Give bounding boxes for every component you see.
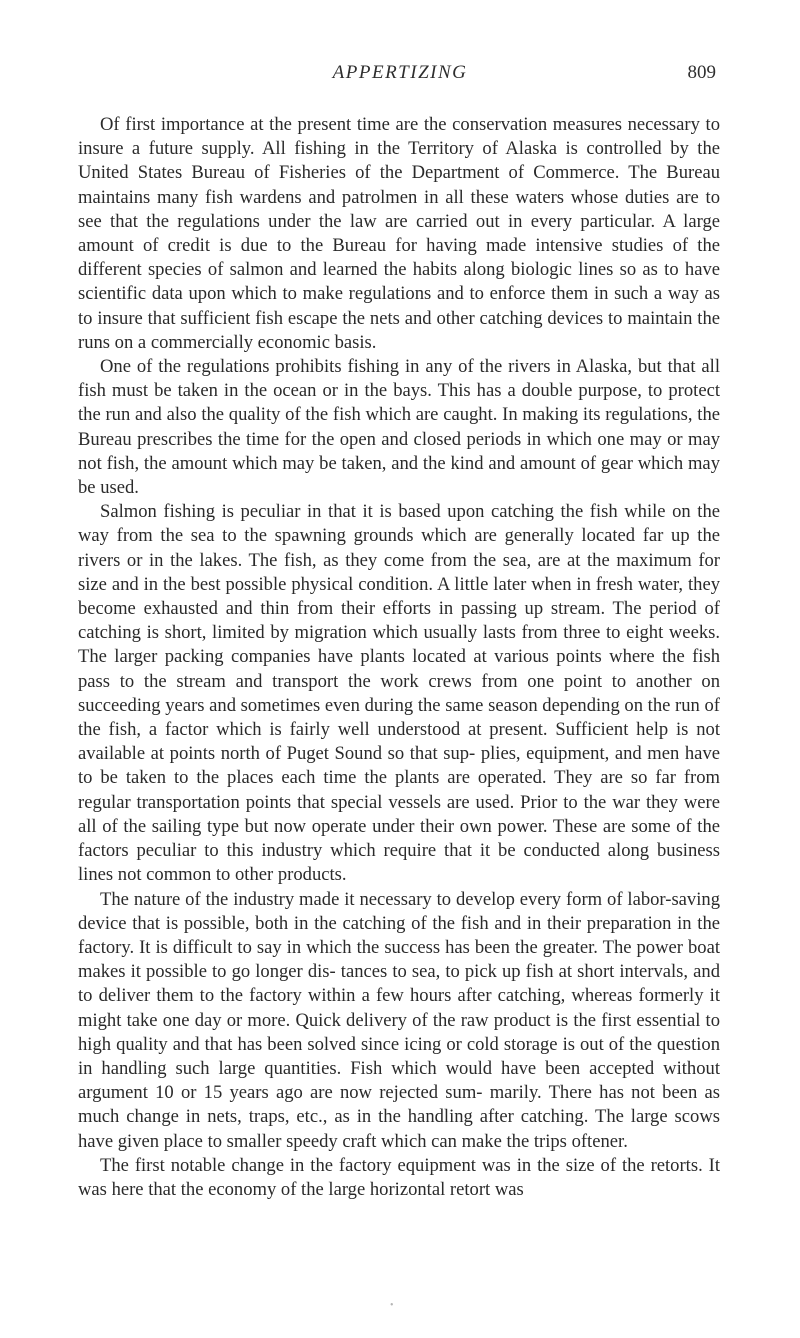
paragraph-1: Of first importance at the present time are the conservation measures necessary to insure a future supply. All fishing in the Territory of Alaska is controlled by the United States Bureau of Fisheries of the Department of Commerce. The Bureau maintains many fish wardens and patrolmen in all these waters whose duties are to see that the regulations under the law are carried out in every particular. A large amount of credit is due to the Bureau for having made intensive studies of the different species of salmon and learned the habits along biologic lines so as to have scientific data upon which to make regulations and to enforce them in such a way as to insure that sufficient fish escape the nets and other catching devices to maintain the runs on a commercially economic basis. <box>78 114 720 353</box>
scan-dot-mark: • <box>390 1300 394 1311</box>
paragraph-5: The first notable change in the factory equipment was in the size of the retorts. It was here that the economy of the large horizontal retort was <box>78 1154 720 1200</box>
page-number: 809 <box>687 62 716 83</box>
paragraph-2: One of the regulations prohibits fishing in any of the rivers in Alaska, but that all fish must be taken in the ocean or in the bays. This has a double purpose, to protect the run and also the quality of the fish which are caught. In making its regulations, the Bureau prescribes the time for the open and closed periods in which one may or may not fish, the amount which may be taken, and the kind and amount of gear which may be used. <box>78 356 720 499</box>
running-title: APPERTIZING <box>332 62 468 83</box>
running-head <box>0 62 800 86</box>
paragraph-3: Salmon fishing is peculiar in that it is based upon catching the fish while on the way from the sea to the spawning grounds which are generally located far up the rivers or in the lakes. The fish, as they come from the sea, are at the maximum for size and in the best possible physical condition. A little later when in fresh water, they become exhausted and thin from their efforts in passing up stream. The period of catching is short, limited by migration which usually lasts from three to eight weeks. The larger packing companies have plants located at various points where the fish pass to the stream and transport the work crews from one point to another on succeeding years and sometimes even during the same season depending on the run of the fish, a factor which is fairly well understood at present. Sufficient help is not available at points north of Puget Sound so that sup- plies, equipment, and men have to be taken to the places each time the plants are operated. They are so far from regular transportation points that special vessels are used. Prior to the war they were all of the sailing type but now operate under their own power. These are some of the factors peculiar to this industry which require that it be conducted along business lines not common to other products. <box>78 501 720 886</box>
paragraph-4: The nature of the industry made it necessary to develop every form of labor-saving device that is possible, both in the catching of the fish and in their preparation in the factory. It is difficult to say in which the success has been the greater. The power boat makes it possible to go longer dis- tances to sea, to pick up fish at short intervals, and to deliver them to the factory within a few hours after catching, whereas formerly it might take one day or more. Quick delivery of the raw product is the first essential to high quality and that has been solved since icing or cold storage is out of the question in handling such large quantities. Fish which would have been accepted without argument 10 or 15 years ago are now rejected sum- marily. There has not been as much change in nets, traps, etc., as in the handling after catching. The large scows have given place to smaller speedy craft which can make the trips oftener. <box>78 888 720 1152</box>
body-text <box>78 113 720 1202</box>
